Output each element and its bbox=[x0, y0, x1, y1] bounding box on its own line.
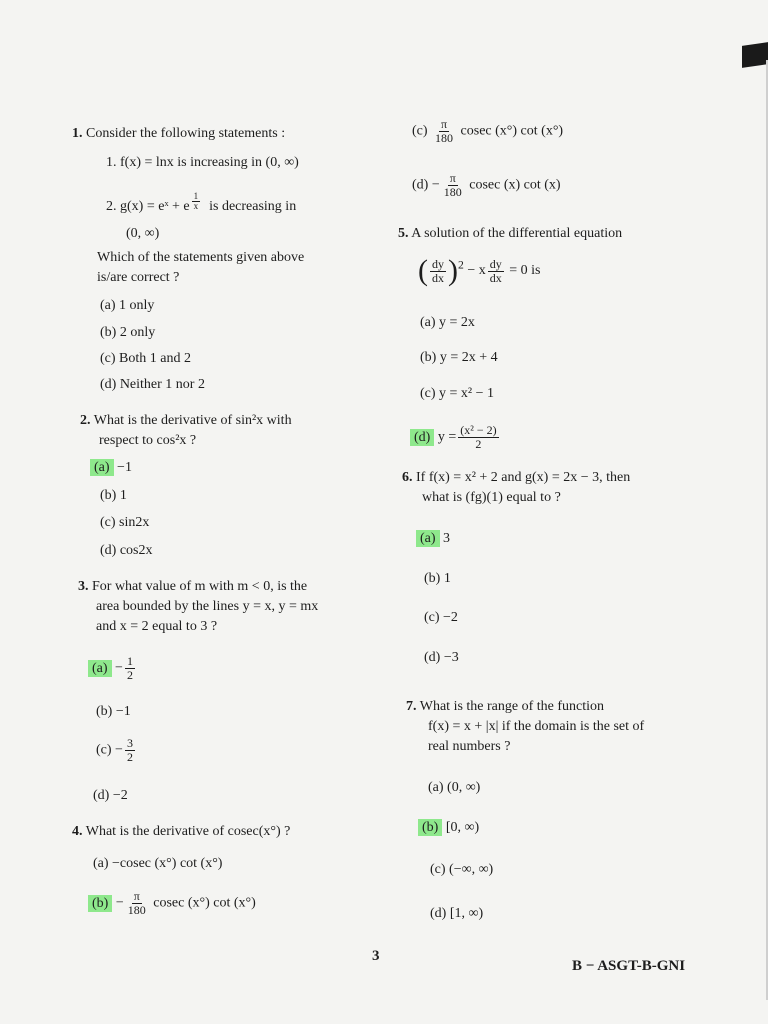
q2-option-a-highlight: (a) bbox=[90, 459, 114, 476]
q7-option-d[interactable]: (d) [1, ∞) bbox=[430, 906, 484, 921]
q4-option-c-rest: cosec (x°) cot (x°) bbox=[460, 123, 564, 139]
q3-option-c-num: 3 bbox=[126, 736, 133, 750]
q1-s2-tail: is decreasing in bbox=[209, 198, 297, 214]
q4-number: 4. bbox=[72, 824, 83, 839]
q2-option-c[interactable]: (c) sin2x bbox=[100, 515, 150, 530]
q6-option-b[interactable]: (b) 1 bbox=[424, 571, 451, 586]
page-corner-mark bbox=[742, 42, 768, 68]
q1-ask-line-2: is/are correct ? bbox=[97, 270, 180, 285]
q1-number: 1. bbox=[72, 126, 83, 141]
q4-option-b-rest: cosec (x°) cot (x°) bbox=[153, 895, 256, 911]
q3-stem-line-1 bbox=[78, 579, 307, 595]
paper-code: B − ASGT-B-GNI bbox=[572, 958, 686, 974]
q1-option-a[interactable]: (a) 1 only bbox=[100, 298, 155, 313]
q7-option-b-value: [0, ∞) bbox=[445, 820, 480, 835]
q7-stem-line-2: f(x) = x + |x| if the domain is the set of bbox=[428, 719, 645, 734]
q1-s2-exp-den: x bbox=[193, 201, 199, 211]
q5-eq-tail: = 0 is bbox=[509, 263, 541, 279]
q7-option-b-highlight: (b) bbox=[418, 819, 442, 836]
q6-text-1: If f(x) = x² + 2 and g(x) = 2x − 3, then bbox=[416, 470, 631, 485]
q1-s2-exp-num: 1 bbox=[193, 191, 199, 201]
q3-option-a-den: 2 bbox=[126, 668, 133, 682]
q1-stem bbox=[72, 126, 285, 142]
q2-option-d[interactable]: (d) cos2x bbox=[100, 543, 153, 558]
q5-option-b[interactable]: (b) y = 2x + 4 bbox=[420, 350, 498, 365]
q6-option-a-value: 3 bbox=[443, 531, 451, 546]
q3-option-a[interactable] bbox=[88, 655, 137, 682]
q5-number: 5. bbox=[398, 226, 409, 241]
q4-option-d-den: 180 bbox=[443, 185, 462, 199]
q6-number: 6. bbox=[402, 470, 413, 485]
q2-stem-line-1 bbox=[80, 413, 292, 429]
q4-option-d-num: π bbox=[449, 171, 456, 185]
q3-option-c-label: (c) bbox=[96, 742, 112, 758]
q4-option-d-label: (d) bbox=[412, 177, 429, 193]
q1-s2-expr: eˣ + e bbox=[158, 198, 190, 214]
q4-stem bbox=[72, 824, 290, 840]
q7-stem-line-1 bbox=[406, 699, 604, 715]
q3-option-a-sign: − bbox=[115, 660, 123, 676]
q6-option-a[interactable] bbox=[416, 531, 450, 547]
q5-stem bbox=[398, 226, 622, 242]
q5-eq-num: dy bbox=[432, 256, 444, 271]
q1-s2-lead: 2. g(x) = bbox=[106, 198, 159, 214]
q3-option-a-highlight: (a) bbox=[88, 660, 112, 677]
q4-option-c-den: 180 bbox=[435, 131, 454, 145]
q4-option-c-label: (c) bbox=[412, 123, 428, 139]
q2-number: 2. bbox=[80, 413, 91, 428]
page-number: 3 bbox=[372, 948, 380, 964]
q4-option-d[interactable] bbox=[412, 172, 561, 199]
q6-option-c[interactable]: (c) −2 bbox=[424, 610, 458, 625]
q6-stem-line-1 bbox=[402, 470, 630, 486]
q2-option-b[interactable]: (b) 1 bbox=[100, 488, 127, 503]
q6-stem-line-2: what is (fg)(1) equal to ? bbox=[422, 490, 561, 505]
q3-option-b[interactable]: (b) −1 bbox=[96, 704, 131, 719]
q5-text: A solution of the differential equation bbox=[411, 226, 623, 241]
q3-text-1: For what value of m with m < 0, is the bbox=[92, 579, 308, 594]
q3-number: 3. bbox=[78, 579, 89, 594]
q2-option-a[interactable] bbox=[90, 460, 132, 476]
q7-option-c[interactable]: (c) (−∞, ∞) bbox=[430, 862, 494, 877]
q2-text-1: What is the derivative of sin²x with bbox=[93, 413, 292, 428]
q5-eq-den: dx bbox=[432, 270, 444, 285]
q5-option-d-num: (x² − 2) bbox=[460, 423, 497, 437]
q4-option-b-highlight: (b) bbox=[88, 895, 112, 912]
q3-stem-line-3: and x = 2 equal to 3 ? bbox=[96, 619, 218, 634]
q5-option-a[interactable]: (a) y = 2x bbox=[420, 315, 475, 330]
q4-option-c-num: π bbox=[441, 117, 448, 131]
q3-stem-line-2: area bounded by the lines y = x, y = mx bbox=[96, 599, 319, 614]
q1-ask-line-1: Which of the statements given above bbox=[97, 250, 305, 265]
q5-equation: ( $\frac{dy}{dx}$ )$^2$ − x $\frac{dy}{dx}$ = 0 is bbox=[418, 254, 541, 287]
q2-option-a-value: −1 bbox=[117, 460, 132, 475]
q1-s2-interval: (0, ∞) bbox=[126, 226, 160, 241]
q6-option-d[interactable]: (d) −3 bbox=[424, 650, 459, 665]
q5-eq-den-2: dx bbox=[489, 270, 502, 285]
q7-number: 7. bbox=[406, 699, 417, 714]
q7-stem-line-3: real numbers ? bbox=[428, 739, 511, 754]
q3-option-a-num: 1 bbox=[126, 654, 133, 668]
q5-option-d[interactable] bbox=[410, 424, 501, 451]
q4-text: What is the derivative of cosec(x°) ? bbox=[85, 824, 291, 839]
q5-eq-mid: − x bbox=[467, 263, 486, 279]
q6-option-a-highlight: (a) bbox=[416, 530, 440, 547]
q4-option-d-sign: − bbox=[431, 177, 440, 193]
q1-text: Consider the following statements : bbox=[86, 126, 286, 141]
q4-option-b-sign: − bbox=[115, 895, 124, 911]
q1-option-c[interactable]: (c) Both 1 and 2 bbox=[100, 351, 191, 366]
q3-option-c-den: 2 bbox=[126, 750, 133, 764]
q4-option-a[interactable]: (a) −cosec (x°) cot (x°) bbox=[93, 856, 223, 871]
q7-option-b[interactable] bbox=[418, 820, 479, 836]
q4-option-c[interactable] bbox=[412, 118, 563, 145]
q2-stem-line-2: respect to cos²x ? bbox=[99, 433, 197, 448]
q5-eq-num-2: dy bbox=[489, 256, 502, 271]
q5-eq-square: 2 bbox=[458, 258, 464, 272]
q4-option-d-rest: cosec (x) cot (x) bbox=[469, 177, 561, 193]
q4-option-b-den: 180 bbox=[127, 903, 146, 917]
q7-option-a[interactable]: (a) (0, ∞) bbox=[428, 780, 481, 795]
q7-text-1: What is the range of the function bbox=[419, 699, 605, 714]
q4-option-b-num: π bbox=[133, 889, 140, 903]
q1-statement-1: 1. f(x) = lnx is increasing in (0, ∞) bbox=[106, 155, 299, 170]
q1-option-b[interactable]: (b) 2 only bbox=[100, 325, 156, 340]
q5-option-d-highlight: (d) bbox=[410, 429, 434, 446]
q3-option-d[interactable]: (d) −2 bbox=[93, 788, 128, 803]
q5-option-d-lead: y = bbox=[437, 429, 457, 445]
q3-option-c-sign: − bbox=[115, 742, 123, 758]
q5-option-c[interactable]: (c) y = x² − 1 bbox=[420, 386, 495, 401]
q1-option-d[interactable]: (d) Neither 1 nor 2 bbox=[100, 377, 205, 392]
q3-option-c[interactable] bbox=[96, 737, 137, 764]
q5-option-d-den: 2 bbox=[475, 437, 482, 451]
q4-option-b[interactable] bbox=[88, 890, 256, 917]
q1-statement-2 bbox=[106, 192, 296, 215]
